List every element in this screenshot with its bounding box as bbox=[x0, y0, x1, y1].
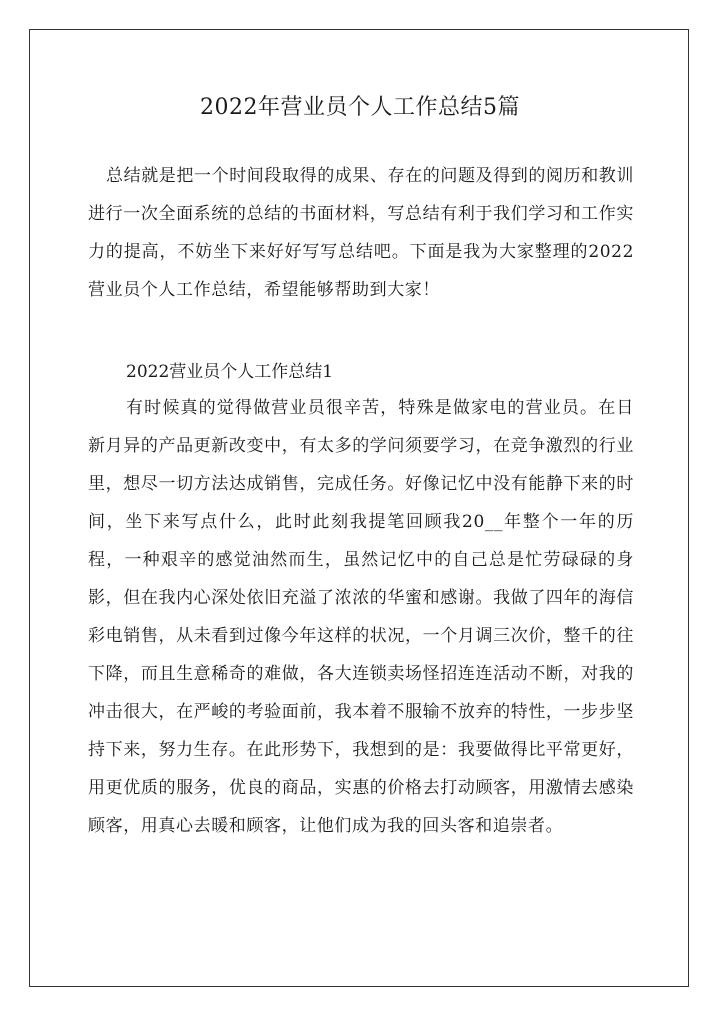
intro-paragraph: 总结就是把一个时间段取得的成果、存在的问题及得到的阅历和教训进行一次全面系统的总结的书面材料，写总结有利于我们学习和工作实力的提高，不妨坐下来好好写写总结吧。下面是我为大家整理的2022营业员个人工作总结，希望能够帮助到大家！ bbox=[88, 166, 634, 300]
section-heading: 2022营业员个人工作总结1 bbox=[126, 362, 334, 382]
document-title: 2022年营业员个人工作总结5篇 bbox=[200, 95, 520, 120]
section-body-paragraph: 有时候真的觉得做营业员很辛苦，特殊是做家电的营业员。在日新月异的产品更新改变中，有太多的学问须要学习，在竞争激烈的行业里，想尽一切方法达成销售，完成任务。好像记忆中没有能静下来的时间，坐下来写点什么，此时此刻我提笔回顾我20__年整个一年的历程，一种艰辛的感觉油然而生，虽然记忆中的自己总是忙劳碌碌的身影，但在我内心深处依旧充溢了浓浓的华蜜和感谢。我做了四年的海信彩电销售，从未看到过像今年这样的状况，一个月调三次价，整千的往下降，而且生意稀奇的难做，各大连锁卖场怪招连连活动不断，对我的冲击很大，在严峻的考验面前，我本着不服输不放弃的特性，一步步坚持下来，努力生存。在此形势下，我想到的是：我要做得比平常更好，用更优质的服务，优良的商品，实惠的价格去打动顾客，用激情去感染顾客，用真心去暖和顾客，让他们成为我的回头客和追崇者。 bbox=[88, 398, 634, 836]
